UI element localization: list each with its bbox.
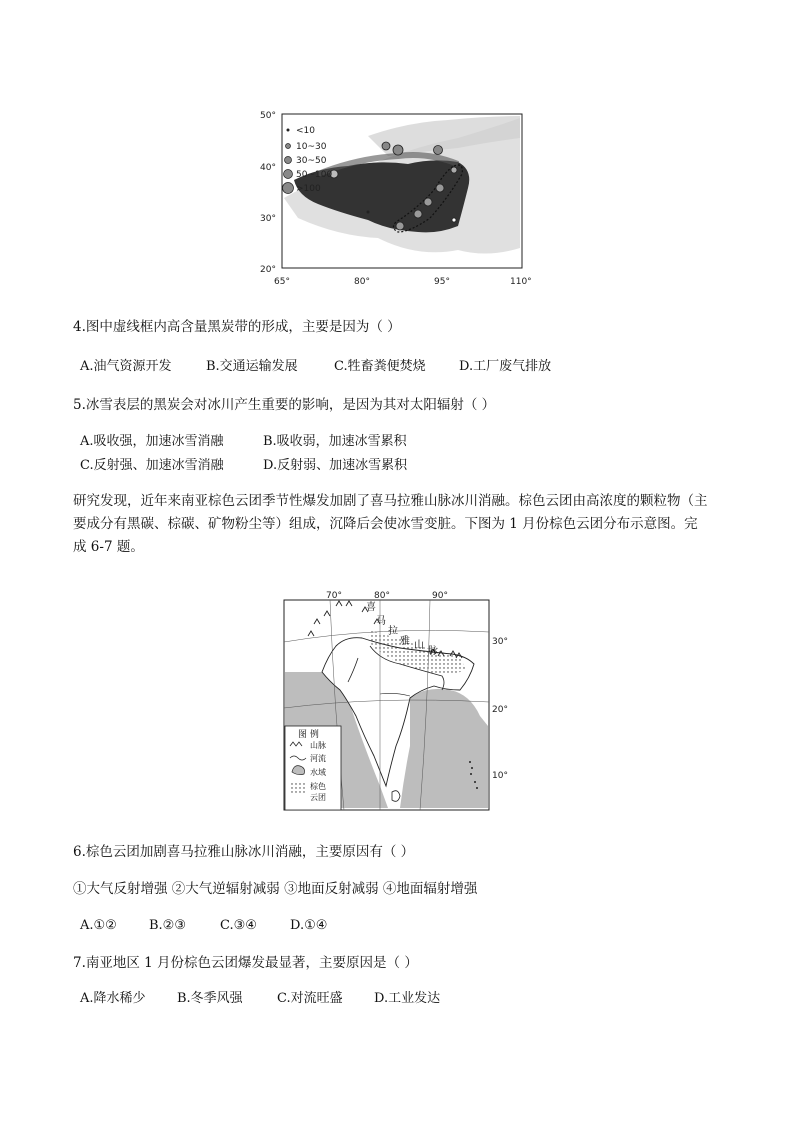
q7-option-a[interactable]: A.降水稀少 xyxy=(80,991,146,1006)
q7-option-c[interactable]: C.对流旺盛 xyxy=(277,991,343,1006)
lat-label-20: 20° xyxy=(492,705,508,715)
q7-stem: 7.南亚地区 1 月份棕色云团爆发最显著，主要原因是（ ） xyxy=(73,955,418,971)
mountain-char-4: 雅 xyxy=(400,636,410,647)
q5-option-a[interactable]: A.吸收强，加速冰雪消融 xyxy=(80,434,224,449)
y-tick-40: 40° xyxy=(260,163,276,173)
lat-label-30: 30° xyxy=(492,637,508,647)
q7-option-b[interactable]: B.冬季风强 xyxy=(177,991,243,1006)
q4-option-a[interactable]: A.油气资源开发 xyxy=(80,359,172,374)
q6-statements: ①大气反射增强 ②大气逆辐射减弱 ③地面反射减弱 ④地面辐射增强 xyxy=(73,881,478,897)
y-tick-50: 50° xyxy=(260,111,276,121)
legend-lt10: <10 xyxy=(296,126,315,136)
lon-label-70: 70° xyxy=(326,591,342,601)
x-tick-95: 95° xyxy=(434,277,450,287)
mountain-char-1: 喜 xyxy=(366,602,376,613)
legend-30-50: 30~50 xyxy=(296,156,327,166)
q4-option-c[interactable]: C.牲畜粪便焚烧 xyxy=(334,359,426,374)
passage xyxy=(73,490,723,559)
black-carbon-map xyxy=(258,108,548,290)
q5-option-c[interactable]: C.反射强、加速冰雪消融 xyxy=(80,458,224,473)
q6-option-c[interactable]: C.③④ xyxy=(220,918,257,933)
lon-label-90: 90° xyxy=(432,591,448,601)
q5-option-b[interactable]: B.吸收弱，加速冰雪累积 xyxy=(263,434,407,449)
q5-option-d[interactable]: D.反射弱、加速冰雪累积 xyxy=(263,458,408,473)
q6-stem: 6.棕色云团加剧喜马拉雅山脉冰川消融，主要原因有（ ） xyxy=(73,844,415,860)
legend-gt100: >100 xyxy=(296,184,321,194)
brown-cloud-map xyxy=(270,586,520,814)
legend-mountain: 山脉 xyxy=(310,741,326,750)
q4-option-d[interactable]: D.工厂废气排放 xyxy=(459,359,552,374)
q5-stem: 5.冰雪表层的黑炭会对冰川产生重要的影响，是因为其对太阳辐射（ ） xyxy=(73,397,496,413)
mountain-char-2: 马 xyxy=(376,616,386,627)
legend-brown-2: 云团 xyxy=(310,793,326,802)
q4-option-b[interactable]: B.交通运输发展 xyxy=(206,359,298,374)
q7-option-d[interactable]: D.工业发达 xyxy=(374,991,441,1006)
x-tick-110: 110° xyxy=(510,277,532,287)
legend-10-30: 10~30 xyxy=(296,142,327,152)
lat-label-10: 10° xyxy=(492,771,508,781)
q6-option-d[interactable]: D.①④ xyxy=(290,918,328,933)
x-tick-65: 65° xyxy=(274,277,290,287)
q6-option-a[interactable]: A.①② xyxy=(80,918,117,933)
q6-option-b[interactable]: B.②③ xyxy=(149,918,186,933)
legend-title: 图 例 xyxy=(298,730,319,740)
passage-line-1: 研究发现，近年来南亚棕色云团季节性爆发加剧了喜马拉雅山脉冰川消融。棕色云团由高浓度的颗粒物（主 xyxy=(73,493,708,509)
mountain-char-3: 拉 xyxy=(388,626,398,637)
legend-50-100: 50~100 xyxy=(296,170,333,180)
mountain-char-5: 山 xyxy=(414,640,424,651)
passage-line-2: 要成分有黑碳、棕碳、矿物粉尘等）组成，沉降后会使冰雪变脏。下图为 1 月份棕色云团分布示意图。完 xyxy=(73,516,698,532)
legend-brown-1: 棕色 xyxy=(310,782,326,791)
legend-water: 水域 xyxy=(310,768,326,777)
mountain-char-6: 脉 xyxy=(428,646,438,657)
q4-stem: 4.图中虚线框内高含量黑炭带的形成，主要是因为（ ） xyxy=(73,319,401,335)
legend-river: 河流 xyxy=(310,754,326,763)
y-tick-30: 30° xyxy=(260,214,276,224)
y-tick-20: 20° xyxy=(260,265,276,275)
passage-line-3: 成 6-7 题。 xyxy=(73,539,144,555)
x-tick-80: 80° xyxy=(354,277,370,287)
lon-label-80: 80° xyxy=(374,591,390,601)
